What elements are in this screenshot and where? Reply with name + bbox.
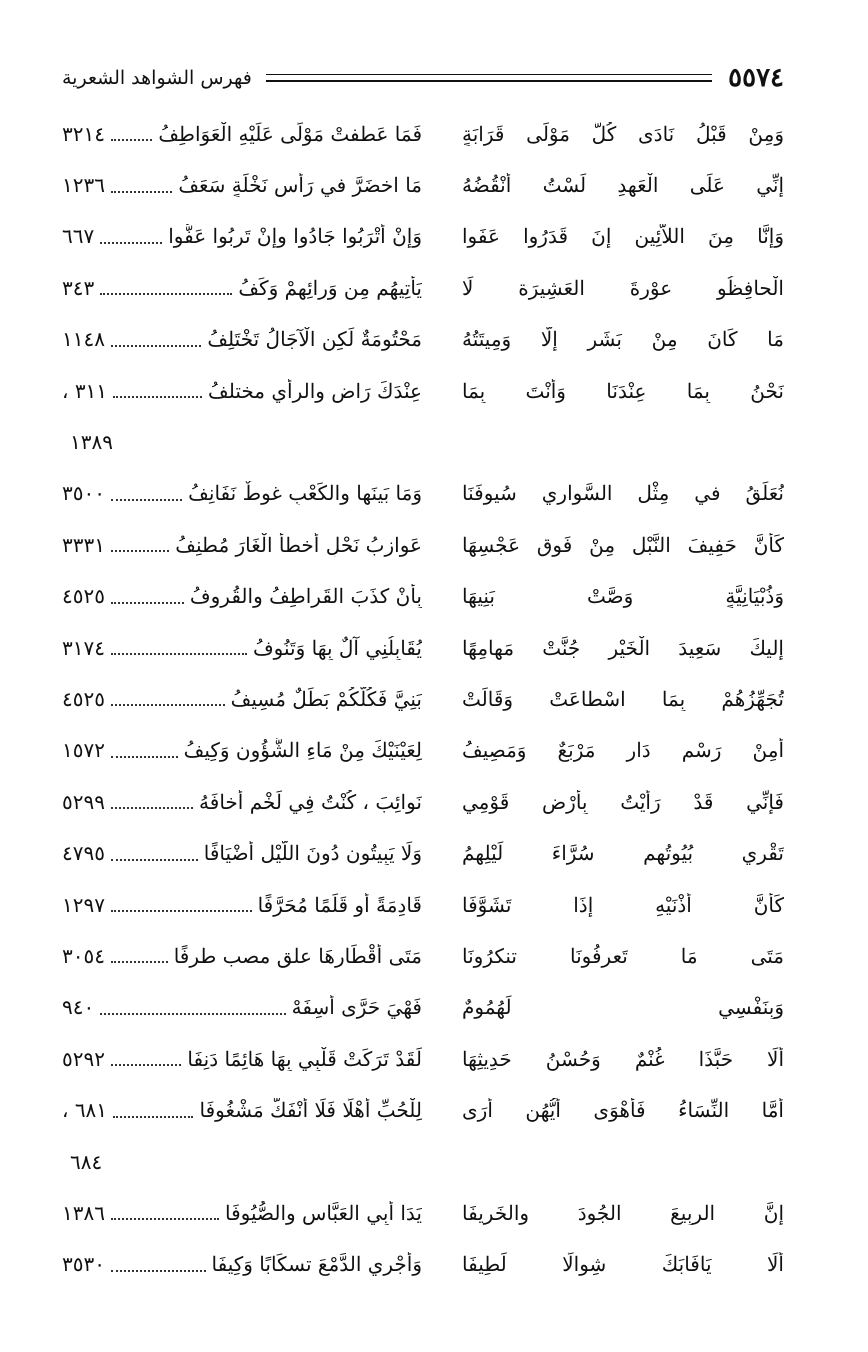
verse-first-hemistich: أمِنْ رَسْمِ دَارٍ مَرْبَعٌ وَمَصِيفُ [462,738,784,763]
verse-reference: ١١٤٨ [62,327,105,352]
verse-reference: ٣٢١٤ [62,121,105,146]
dotted-leader [111,806,193,809]
verse-second-hemistich-line [62,276,422,300]
verse-second-hemistich: يُقَابِلُنِي آلٌ بِهَا وَتَنُوفُ [252,635,422,660]
verse-reference: ٣١١ ، [62,378,108,403]
verse-second-hemistich-line [62,224,422,248]
verse-second-hemistich-line [62,790,422,814]
verse-row [62,1084,784,1135]
verse-row [62,673,784,724]
verse-row [62,725,784,776]
verse-reference: ٣٠٥٤ [62,943,105,968]
verse-reference: ٣٥٠٠ [62,481,105,506]
verse-row [62,211,784,262]
verse-reference: ٤٥٢٥ [62,584,105,609]
verse-first-hemistich: إنِّي عَلَى الْعَهدِ لَسْتُ أنْقُضُهُ [462,173,784,198]
verse-row [62,159,784,210]
dotted-leader [111,190,172,193]
verse-first-hemistich: وَبِنَفْسِي لَهُمُومٌ [462,995,784,1020]
verse-second-hemistich: لِعَيْنَيْكَ مِنْ مَاءِ الشُّؤُونِ وَكِيفُ [183,738,422,763]
verse-second-hemistich: وَإنْ أَتْرَبُوا جَادُوا وإنْ تَرِبُوا عَفُّوا [168,224,422,249]
verse-reference: ٣١٧٤ [62,635,105,660]
verse-first-hemistich: نُعَلِّقُ في مِثْلِ السَّوارِي سُيوفَنَا [462,481,784,506]
verse-reference: ١٥٧٢ [62,738,105,763]
reference-continuation [62,416,784,467]
verse-first-hemistich: إليكَ سَعِيدَ الْخَيْرِ جُنَّتْ مَهامِهًا [462,635,784,660]
verse-row [62,314,784,365]
verse-second-hemistich: وَأَجْرِي الدَّمْعَ تسكَابًا وَكِيفَا [211,1252,422,1277]
verse-first-hemistich: كَأَنَّ أُذْنَيْهِ إذَا تَشَوَّفَا [462,892,784,917]
verse-row [62,468,784,519]
verse-second-hemistich-line [62,687,422,711]
verse-second-hemistich: بَنِيَّ فَكُلُّكُمْ بَطَلٌ مُسِيفُ [230,686,422,711]
dotted-leader [111,601,184,604]
verse-second-hemistich-line [62,841,422,865]
verse-reference: ١٣٨٩ [70,430,113,455]
verse-first-hemistich: وَإنَّا مِنَ اللاَّئِين إنَ قَدَرُوا عَفَوا [462,224,784,249]
verse-row [62,262,784,313]
verse-second-hemistich-line [62,122,422,146]
verse-second-hemistich: وَلَا يَبِيتُون دُونَ اللَّيْلِ أَضْيَافًا [203,841,422,866]
dotted-leader [111,703,225,706]
verse-reference: ٥٢٩٢ [62,1046,105,1071]
verse-reference: ١٣٨٦ [62,1200,105,1225]
verse-second-hemistich: بِأنْ كذَبَ القَراطِفُ والقُروفُ [189,584,422,609]
dotted-leader [100,1012,285,1015]
verse-row [62,776,784,827]
verse-second-hemistich: نَوائِبَ ، كُنْتُ فِي لَخْمٍ أَخافَهُ [199,789,422,814]
running-head: فهرس الشواهد الشعرية [62,67,252,89]
dotted-leader [100,241,162,244]
verse-row [62,519,784,570]
verse-second-hemistich-line [62,1201,422,1225]
page-header [62,58,784,98]
verse-row [62,1187,784,1238]
verse-second-hemistich: قَادِمَةً أو قَلَمًا مُحَرَّفًا [257,892,422,917]
verse-second-hemistich: عِنْدَكَ رَاضٍ والرأي مختلفُ [208,378,422,403]
verse-second-hemistich: لَقَدْ تَرَكَتْ قَلْبِي بِهَا هَائِمًا دَنِفَا [187,1046,422,1071]
verse-second-hemistich-line [62,995,422,1019]
verse-reference: ٤٧٩٥ [62,841,105,866]
verse-row [62,930,784,981]
verse-second-hemistich-line [62,481,422,505]
dotted-leader [111,138,152,141]
verse-reference: ٩٤٠ [62,995,95,1020]
verse-second-hemistich: وَمَا بَينَها والكَعْبِ غوطٌ نَفَانِفُ [188,481,422,506]
verse-second-hemistich-line [62,893,422,917]
verse-second-hemistich-line [62,533,422,557]
verse-reference: ٦٨٤ [70,1149,103,1174]
dotted-leader [111,1269,206,1272]
verse-reference: ١٢٣٦ [62,173,105,198]
verse-second-hemistich: مَا اخضَرَّ في رَأسِ نَخْلَةٍ سَعَفُ [178,173,422,198]
verse-first-hemistich: إنَّ الربِيعَ الجُودَ والخَرِيفَا [462,1200,784,1225]
verse-second-hemistich-line [62,1098,422,1122]
verse-second-hemistich-line [62,173,422,197]
dotted-leader [111,960,168,963]
verse-row [62,827,784,878]
verse-second-hemistich-line [62,379,422,403]
verse-second-hemistich: مَحْتُومَةٌ لَكِنِ الْآجَالُ تَخْتَلِفُ [207,327,422,352]
dotted-leader [111,858,198,861]
dotted-leader [111,1217,219,1220]
verse-first-hemistich: تَقْرِي بُيُوتُهم سُرَّاءَ لَيْلِهِمُ [462,841,784,866]
verse-row [62,108,784,159]
verse-second-hemistich: فَهْيَ حَرَّى أَسِفَهْ [291,995,422,1020]
dotted-leader [111,344,201,347]
verse-second-hemistich: مَتَى أقْطَارِهَا علق مصب طرفًا [173,943,422,968]
verse-reference: ٣٣٣١ [62,532,105,557]
verse-first-hemistich: وَمِنْ قَبْلُ نَادَى كُلُّ مَوْلَى قَرَابَةٍ [462,121,784,146]
dotted-leader [111,549,169,552]
verse-row [62,982,784,1033]
verse-second-hemistich-line [62,1047,422,1071]
verse-second-hemistich-line [62,944,422,968]
verse-first-hemistich: مَتَى مَا تَعرِفُونَا تنكرُونَا [462,943,784,968]
verse-second-hemistich-line [62,738,422,762]
verse-second-hemistich: فَمَا عَطفتْ مَوْلًى عَلَيْهِ الْعَوَاطِفُ [158,121,422,146]
verse-row [62,365,784,416]
verse-second-hemistich-line [62,327,422,351]
dotted-leader [111,498,182,501]
verse-reference: ٦٨١ ، [62,1098,108,1123]
dotted-leader [113,1115,193,1118]
dotted-leader [113,395,202,398]
verse-first-hemistich: أَلَا حَبَّذَا غُنْمٌ وَحُسْنُ حَدِيثِهَا [462,1046,784,1071]
verse-reference: ٣٥٣٠ [62,1252,105,1277]
verse-second-hemistich: عَوازِبُ نَحْلٍ أخطأَ الْغَارَ مُطنِفُ [175,532,422,557]
dotted-leader [111,1063,181,1066]
verse-first-hemistich: أَمَّا النِّسَاءُ فَأَهْوَى أَيُّهُن أَرَى [462,1098,784,1123]
verse-first-hemistich: كَأَنَّ حَفِيفَ النَّبْلِ مِنْ فَوقِ عَجْسِهَا [462,532,784,557]
verse-reference: ٦٦٧ [62,224,95,249]
verse-first-hemistich: فَإنِّي قَدْ رَأَيْتُ بِأَرْضِ قَوْمِي [462,789,784,814]
dotted-leader [100,292,232,295]
verse-first-hemistich: تُجَهِّزُهُمْ بِمَا اسْطاعَتْ وَقَالَتْ [462,686,784,711]
verse-row [62,1239,784,1290]
verse-reference: ١٢٩٧ [62,892,105,917]
header-rule [266,74,712,82]
verse-row [62,1033,784,1084]
verse-second-hemistich: يَأْتِيهُم مِن وَرائِهِمْ وَكَفُ [238,275,422,300]
verse-row [62,879,784,930]
verse-reference: ٥٢٩٩ [62,789,105,814]
verse-row [62,571,784,622]
dotted-leader [111,909,252,912]
reference-continuation [62,1136,784,1187]
verse-first-hemistich: نَحْنُ بِمَا عِنْدَنَا وَأَنْتَ بِمَا [462,378,784,403]
verse-row [62,622,784,673]
verse-first-hemistich: الْحافِظُو عوْرةَ العَشِيرَة لَا [462,275,784,300]
page-number: ٥٥٧٤ [728,63,784,93]
verse-index-list [62,108,784,1290]
verse-first-hemistich: أَلَا يَافَابَكَ شِوالًا لَطِيفَا [462,1252,784,1277]
dotted-leader [111,652,247,655]
verse-second-hemistich: لِلْحُبِّ أَهْلًا فَلَا أَنْفَكُّ مَشْغُوفَا [199,1098,422,1123]
verse-second-hemistich-line [62,1252,422,1276]
verse-second-hemistich-line [62,636,422,660]
verse-reference: ٤٥٢٥ [62,686,105,711]
verse-first-hemistich: مَا كَانَ مِنْ بَشَرٍ إلَّا وَمِيتَتُهُ [462,327,784,352]
verse-first-hemistich: وَذُبْيَانِيَّةٍ وَصَّتْ بَنِيهَا [462,584,784,609]
verse-second-hemistich: يَدَا أَبِي العَبَّاسِ والصُّيُوفَا [224,1200,422,1225]
verse-second-hemistich-line [62,584,422,608]
verse-reference: ٣٤٣ [62,275,95,300]
dotted-leader [111,755,178,758]
